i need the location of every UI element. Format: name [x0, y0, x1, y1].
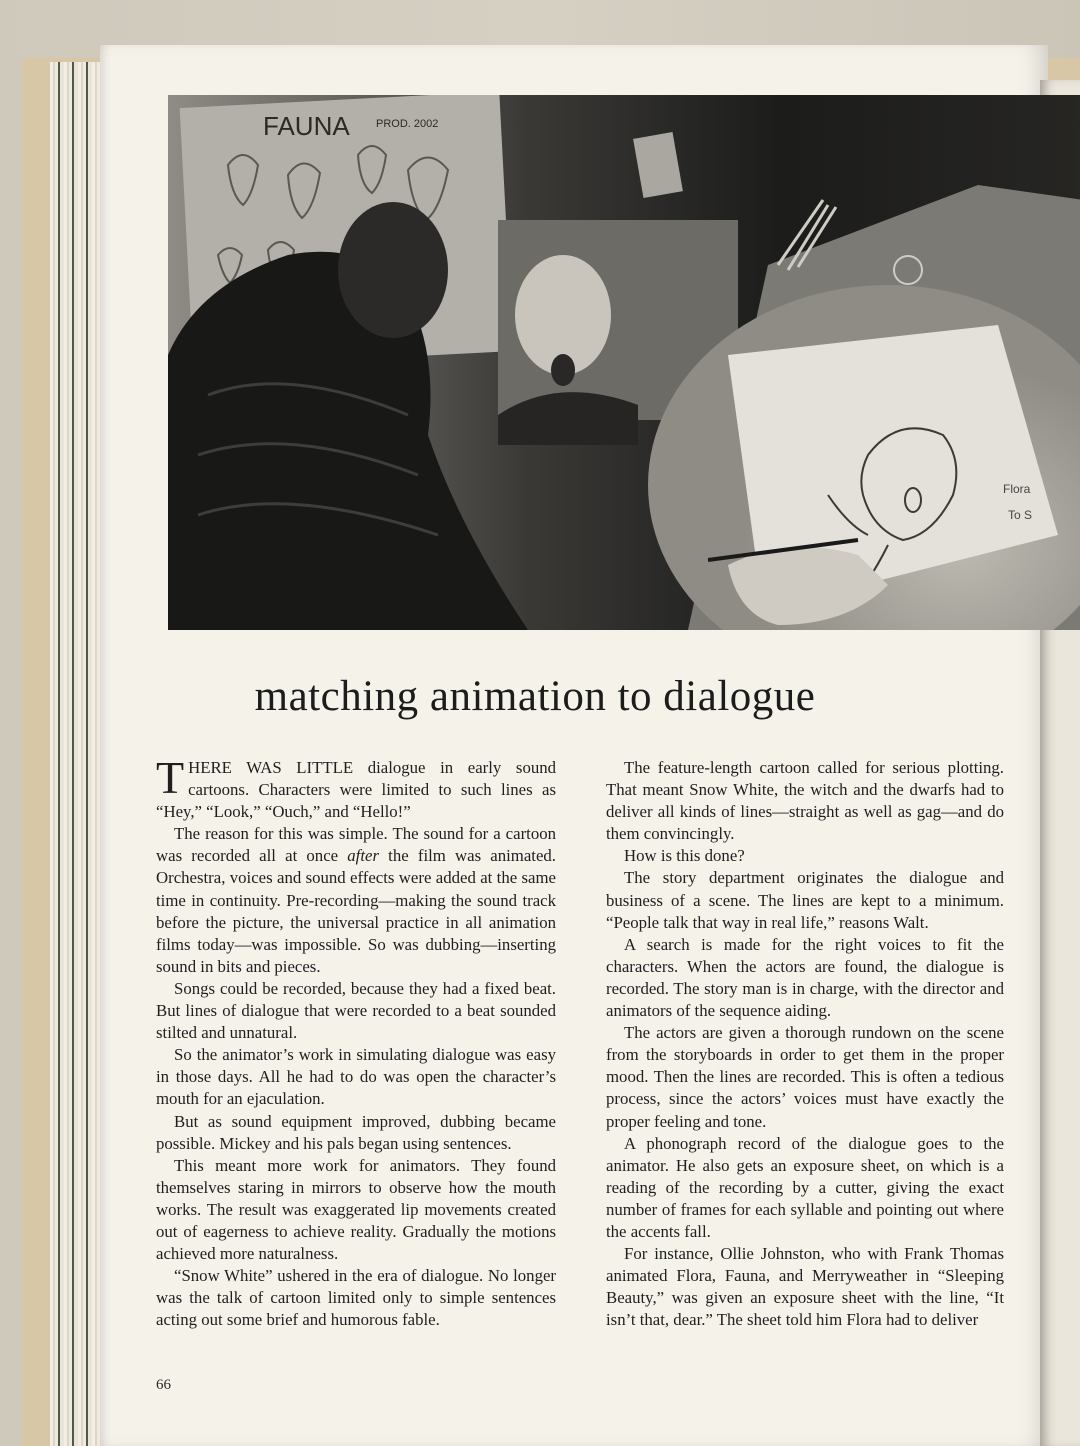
sketch-note-1: Flora	[1003, 482, 1031, 496]
photograph-animator-at-mirror	[168, 95, 1080, 630]
page-number: 66	[156, 1377, 171, 1393]
paragraph-10: The story department originates the dialogue and business of a scene. The lines are kept to a minimum. “People talk that way in real life,” reasons Walt.	[606, 868, 1004, 932]
paragraph-7: “Snow White” ushered in the era of dialogue. No longer was the talk of cartoon limited only to simple sentences acting out some brief and humorous fable.	[156, 1266, 556, 1330]
article-headline: matching animation to dialogue	[254, 673, 816, 720]
lead-in-smallcaps: HERE WAS LITTLE	[188, 758, 354, 777]
wall-sign-text: FAUNA	[263, 111, 350, 141]
paragraph-2-emphasis: after	[347, 846, 379, 866]
sketch-note-2: To S	[1008, 508, 1033, 522]
paragraph-3: Songs could be recorded, because they had a fixed beat. But lines of dialogue that were recorded to a beat sounded stilted and unnatural.	[156, 978, 556, 1043]
left-column	[156, 752, 557, 1331]
drop-cap: T	[156, 752, 185, 803]
paragraph-13: A phonograph record of the dialogue goes to the animator. He also gets an exposure sheet, on which is a reading of the recording by a cutter, giving the exact number of frames for each syllable and pointing out where the accents fall.	[606, 1133, 1004, 1241]
paragraph-14: For instance, Ollie Johnston, who with Frank Thomas animated Flora, Fauna, and Merryweather in “Sleeping Beauty,” was given an exposure sheet with the line, “It isn’t that, dear.” The sheet told him Flora had to deliver	[606, 1244, 1004, 1330]
wall-sign-small: PROD. 2002	[376, 118, 439, 130]
paragraph-11: A search is made for the right voices to fit the characters. When the actors are found, the dialogue is recorded. The story man is in charge, with the director and animators of the sequence aiding.	[606, 934, 1004, 1021]
paragraph-5: But as sound equipment improved, dubbing became possible. Mickey and his pals began using sentences.	[156, 1111, 556, 1153]
photo-illustration	[168, 95, 1080, 630]
paragraph-2-part-b: the film was animated. Orchestra, voices and sound effects were added at the same time in continuity. Pre-recording—making the sound track before the picture, the universal practice in all animation films today—was impossible. So was dubbing—inserting sound in bits and pieces.	[156, 846, 556, 976]
right-column	[606, 757, 1004, 1331]
paragraph-2	[156, 823, 556, 978]
paragraph-4: So the animator’s work in simulating dialogue was easy in those days. All he had to do was open the character’s mouth for an ejaculation.	[156, 1045, 556, 1109]
lead-in-rest: dialogue in early sound cartoons. Characters were limited to such lines as “Hey,” “Look,” “Ouch,” and “Hello!”	[156, 758, 557, 822]
paragraph-9: How is this done?	[624, 846, 745, 866]
paragraph-6: This meant more work for animators. They found themselves staring in mirrors to observe how the mouth works. The result was exaggerated lip movements created out of eagerness to achieve reality. Gradually the motions achieved more naturalness.	[156, 1155, 556, 1264]
open-mouth	[551, 354, 575, 386]
paragraph-8: The feature-length cartoon called for serious plotting. That meant Snow White, the witch and the dwarfs had to deliver all kinds of lines—straight as well as gag—and do them convincingly.	[606, 758, 1004, 844]
paragraph-12: The actors are given a thorough rundown on the scene from the storyboards in order to get them in the proper mood. Then the lines are recorded. This is often a tedious process, since the actors’ voices must have exactly the proper feeling and tone.	[606, 1023, 1004, 1131]
paragraph-1	[156, 752, 557, 823]
paragraph-2-part-a: The reason for this was simple. The sound for a cartoon was recorded all at once	[156, 824, 556, 866]
